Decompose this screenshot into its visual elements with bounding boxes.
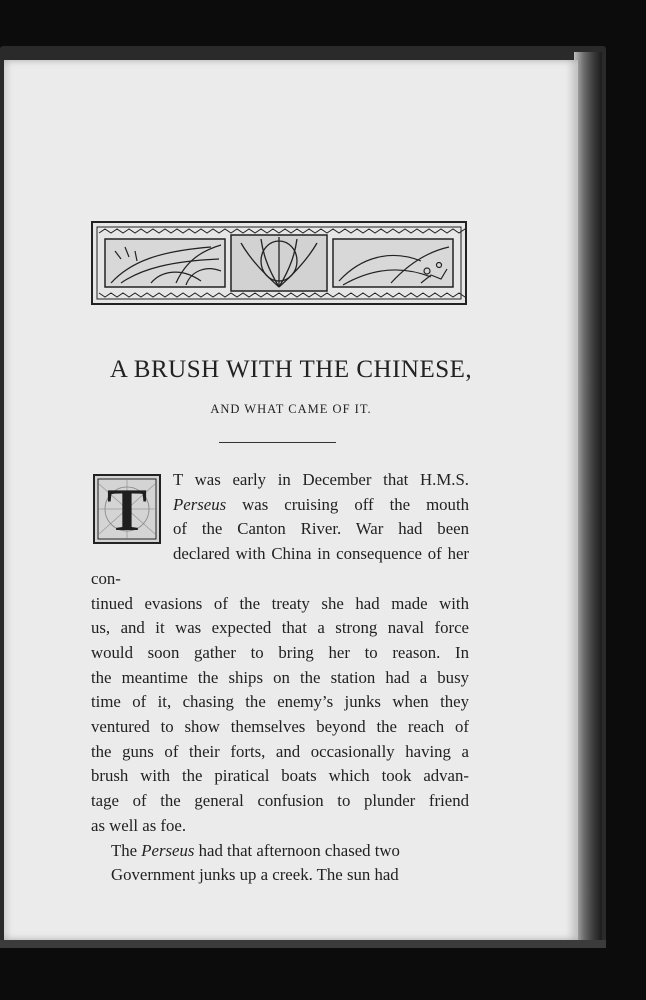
ship-name: Perseus [173, 494, 227, 514]
text-run: as well as foe. [91, 815, 187, 835]
chapter-title: A BRUSH WITH THE CHINESE, [109, 356, 473, 383]
chapter-subtitle: AND WHAT CAME OF IT. [210, 402, 372, 416]
text-run: tinued evasions of the treaty she had made with [91, 593, 469, 613]
text-run: of the Canton River. War had been [173, 519, 469, 539]
text-run: was cruising off the mouth [226, 494, 469, 514]
text-line [91, 839, 469, 864]
cover-bottom-edge [0, 940, 606, 948]
drop-cap-letter: T [106, 477, 148, 543]
text-line [91, 715, 469, 740]
text-run: time of it, chasing the enemy’s junks when they [91, 692, 469, 712]
text-run: ventured to show themselves beyond the reach of [91, 717, 469, 737]
text-line [91, 740, 469, 765]
text-line [91, 666, 469, 691]
title-divider [219, 442, 336, 443]
text-line [91, 641, 469, 666]
text-line [91, 616, 469, 641]
paragraph [91, 839, 469, 888]
text-line [91, 789, 469, 814]
ship-name: Perseus [141, 840, 195, 860]
text-run: brush with the piratical boats which took advan- [91, 766, 469, 786]
text-line [91, 814, 469, 839]
text-run: the meantime the ships on the station had a busy [91, 667, 469, 687]
drop-cap [93, 474, 161, 544]
text-run: had that afternoon chased two [194, 840, 400, 860]
text-run: declared with China in consequence of her con- [91, 544, 469, 588]
text-line [91, 764, 469, 789]
book-page [4, 60, 578, 940]
text-run: us, and it was expected that a strong naval force [91, 618, 469, 638]
text-run: T was early in December that H.M.S. [173, 470, 469, 489]
text-run: The [111, 840, 142, 860]
header-ornament [91, 221, 467, 305]
text-run: tage of the general confusion to plunder friend [91, 791, 469, 811]
page-edges [574, 52, 602, 944]
text-line [91, 542, 469, 591]
text-run: the guns of their forts, and occasionally having a [91, 741, 469, 761]
text-run: would soon gather to bring her to reason. In [91, 642, 469, 662]
text-run: Government junks up a creek. The sun had [111, 865, 399, 885]
text-line [91, 863, 469, 888]
text-line [91, 592, 469, 617]
chapter-body [91, 468, 469, 888]
text-line [91, 690, 469, 715]
